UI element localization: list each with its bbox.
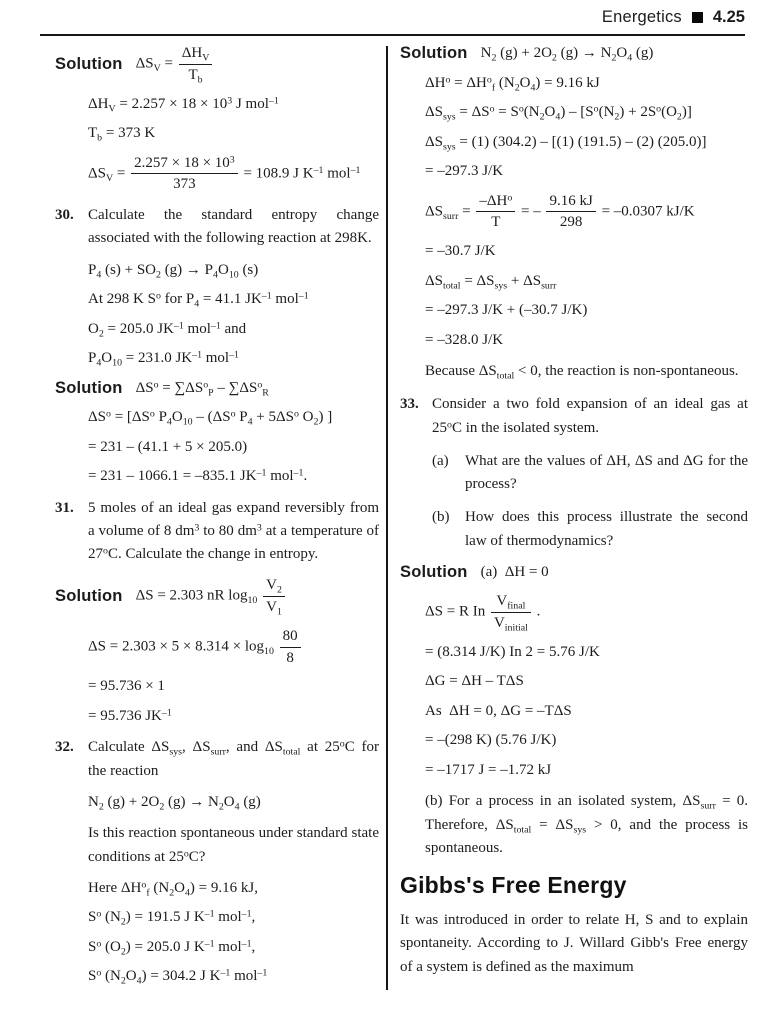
equation-line: $P_4$ $(s) + SO_2$ $(g) \to P_4O_{10}$ (s) — [88, 261, 259, 280]
square-bullet-icon — [692, 12, 703, 23]
math-fraction: $\frac{9.16 kJ}{298}$ — [546, 192, 595, 233]
part-label: (a) — [432, 452, 449, 469]
math-fraction: $\frac{2.257 \times 18 \times 10^3}{373}$ — [131, 154, 238, 195]
problem-number: 30. — [55, 207, 74, 223]
equation-line: = –297.3 J/K — [425, 163, 504, 179]
equation-line: $\Delta H_V = 2.257 \times 18 \times 10^3$ J mol$^{-1}$ — [88, 95, 279, 114]
part-text: How does this process illustrate the second law of thermodynamics? — [465, 509, 748, 549]
header-rule — [40, 34, 745, 36]
problem-number: 31. — [55, 499, 74, 516]
section-heading: Gibbs's Free Energy — [400, 872, 627, 898]
equation-line: $\Delta S_{surr}$ = $\frac{-\Delta H^o}{T}$ = – $\frac{9.16 kJ}{298}$ = –0.0307 kJ/K — [425, 192, 695, 231]
solution-block — [55, 44, 379, 85]
problem-number: 32. — [55, 739, 74, 756]
left-column — [55, 42, 379, 997]
equation-line: $S^o$ $(N_2) = 191.5$ J $K^{-1}$ mol$^{-1}$, — [88, 908, 256, 928]
solution-equation: $\Delta S_V$ = $\frac{\Delta H_V}{T_b}$ — [136, 44, 215, 85]
solution-equation: (a) ΔH = 0 — [480, 563, 549, 580]
equation-line: $S^o$ $(N_2O_4) = 304.2$ J $K^{-1}$ mol$^{-1}$ — [88, 967, 268, 987]
equation-line: $O_2 = 205.0$ $JK^{-1}$ mol$^{-1}$ and — [88, 320, 247, 339]
equation-line: $\Delta S^o = [\Delta S^o$ $P_4O_{10} - (\Delta S^o$ $P_4 + 5\Delta S^o$ $O_2$) ] — [88, 408, 333, 428]
column-divider — [386, 46, 388, 990]
math-fraction: $\frac{-\Delta H^o}{T}$ — [476, 192, 515, 233]
equation-line: = –297.3 J/K + (–30.7 J/K) — [425, 302, 588, 318]
paragraph: It was introduced in order to relate H, S and to explain spontaneity. According to J. Willard Gibb's Free energy of a system is defined as the maximum — [400, 912, 748, 975]
equation-line: $\Delta S_V$ = $\frac{2.257 \times 18 \times 10^3}{373}$ = 108.9 J $K^{-1}$ mol$^{-1}$ — [88, 154, 361, 193]
solution-block — [55, 576, 379, 617]
paragraph: Is this reaction spontaneous under standard state conditions at 25$^o$C? — [88, 825, 379, 865]
equation-line: = 95.736 × 1 — [88, 678, 165, 695]
solution-block — [55, 379, 379, 399]
equation-line: = 231 – 1066.1 = –835.1 $JK^{-1}$ mol$^{-1}$. — [88, 467, 308, 484]
equation-line: = 95.736 $JK^{-1}$ — [88, 707, 172, 724]
equation-line: = 231 – (41.1 + 5 × 205.0) — [88, 438, 248, 455]
equation-line: = –1717 J = –1.72 kJ — [425, 761, 552, 778]
problem-text: Consider a two fold expansion of an ideal gas at 25$^o$C in the isolated system. — [432, 396, 748, 436]
problem-item — [55, 497, 379, 567]
equation-line: $\Delta S_{sys} = \Delta S^o = S^o(N_2O_4) - [S^o(N_2) + 2S^o(O_2)]$ — [425, 103, 692, 123]
equation-line: As ΔH = 0, ΔG = –TΔS — [425, 702, 572, 719]
equation-line: = (8.314 J/K) In 2 = 5.76 J/K — [425, 643, 600, 660]
math-fraction: $\frac{V_{final}}{V_{initial}}$ — [491, 592, 531, 633]
solution-label: Solution — [55, 378, 123, 397]
equation-line: ΔS = R In $\frac{V_{final}}{V_{initial}}$ . — [425, 593, 541, 634]
equation-line: = –328.0 J/K — [425, 331, 504, 348]
equation-line: $\Delta H^o = \Delta H^o_f$ $(N_2O_4) = 9.16$ kJ — [425, 74, 600, 93]
chapter-title: Energetics — [601, 8, 682, 26]
solution-equation: $\Delta S^o = \sum\Delta S^o_P - \sum\Delta S^o_R$ — [135, 379, 269, 398]
problem-item — [55, 736, 379, 783]
solution-equation: ΔS = 2.303 nR $\log_{10}$ $\frac{V_2}{V_1}$ — [136, 576, 287, 617]
math-fraction: $\frac{\Delta H_V}{T_b}$ — [179, 44, 213, 85]
equation-line: $\Delta S = 2.303 \times 5 \times 8.314 \times \log_{10}$ $\frac{80}{8}$ — [88, 627, 379, 668]
equation-line: $P_4O_{10} = 231.0$ $JK^{-1}$ mol$^{-1}$ — [88, 349, 239, 369]
problem-number: 33. — [400, 396, 419, 413]
solution-block — [400, 563, 748, 583]
equation-line: = –(298 K) (5.76 J/K) — [425, 732, 557, 749]
equation-line: $N_2$ $(g) + 2O_2$ $(g) \to N_2O_4$ (g) — [88, 793, 261, 813]
math-fraction: $\frac{V_2}{V_1}$ — [263, 576, 285, 617]
question-part — [432, 506, 748, 553]
problem-text: 5 moles of an ideal gas expand reversibly from a volume of 8 $dm^3$ to 80 $dm^3$ at a temperature of 27$^o$C. Calculate the change in entropy. — [88, 499, 379, 562]
problem-item — [55, 204, 379, 251]
equation-line: At 298 K $S^o$ for $P_4 = 41.1$ $JK^{-1}$ mol$^{-1}$ — [88, 290, 309, 310]
paragraph: (b) For a process in an isolated system, $\Delta S_{surr} = 0$. Therefore, $\Delta S_{total} = \Delta S_{sys} > 0$, and the process is spontaneous. — [425, 793, 749, 856]
solution-equation: $N_2$ $(g) + 2O_2$ $(g) \to N_2O_4$ (g) — [480, 45, 654, 64]
equation-line: $\Delta S_{sys} = (1)$ (304.2) – [(1) (191.5) – (2) (205.0)] — [425, 133, 707, 152]
solution-label: Solution — [55, 587, 123, 605]
solution-label: Solution — [400, 44, 468, 63]
math-fraction: $\frac{80}{8}$ — [280, 627, 301, 668]
problem-item — [400, 393, 748, 440]
right-column — [400, 42, 748, 989]
equation-line: $T_b = 373$ K — [88, 125, 156, 144]
paragraph: Because $\Delta S_{total} < 0$, the reaction is non-spontaneous. — [425, 363, 739, 382]
equation-line: Here $\Delta H^o_f$ $(N_2O_4) = 9.16$ kJ, — [88, 879, 258, 899]
equation-line: = –30.7 J/K — [425, 243, 496, 259]
equation-line: $\Delta S_{total} = \Delta S_{sys} + \Delta S_{surr}$ — [425, 272, 557, 291]
part-label: (b) — [432, 509, 450, 526]
problem-text: Calculate $\Delta S_{sys}$, $\Delta S_{surr}$, and $\Delta S_{total}$ at 25$^o$C for the reaction — [88, 738, 379, 779]
page-header — [602, 8, 745, 27]
problem-text: Calculate the standard entropy change associated with the following reaction at 298K. — [88, 207, 379, 247]
solution-label: Solution — [400, 563, 468, 581]
solution-block — [400, 44, 748, 64]
solution-label: Solution — [55, 54, 123, 73]
part-text: What are the values of ΔH, ΔS and ΔG for the process? — [465, 452, 748, 492]
equation-line: $S^o$ $(O_2) = 205.0$ J $K^{-1}$ mol$^{-1}$, — [88, 938, 256, 958]
page-number: 4.25 — [712, 8, 745, 26]
equation-line: ΔG = ΔH – TΔS — [425, 673, 524, 690]
question-part — [432, 450, 748, 497]
